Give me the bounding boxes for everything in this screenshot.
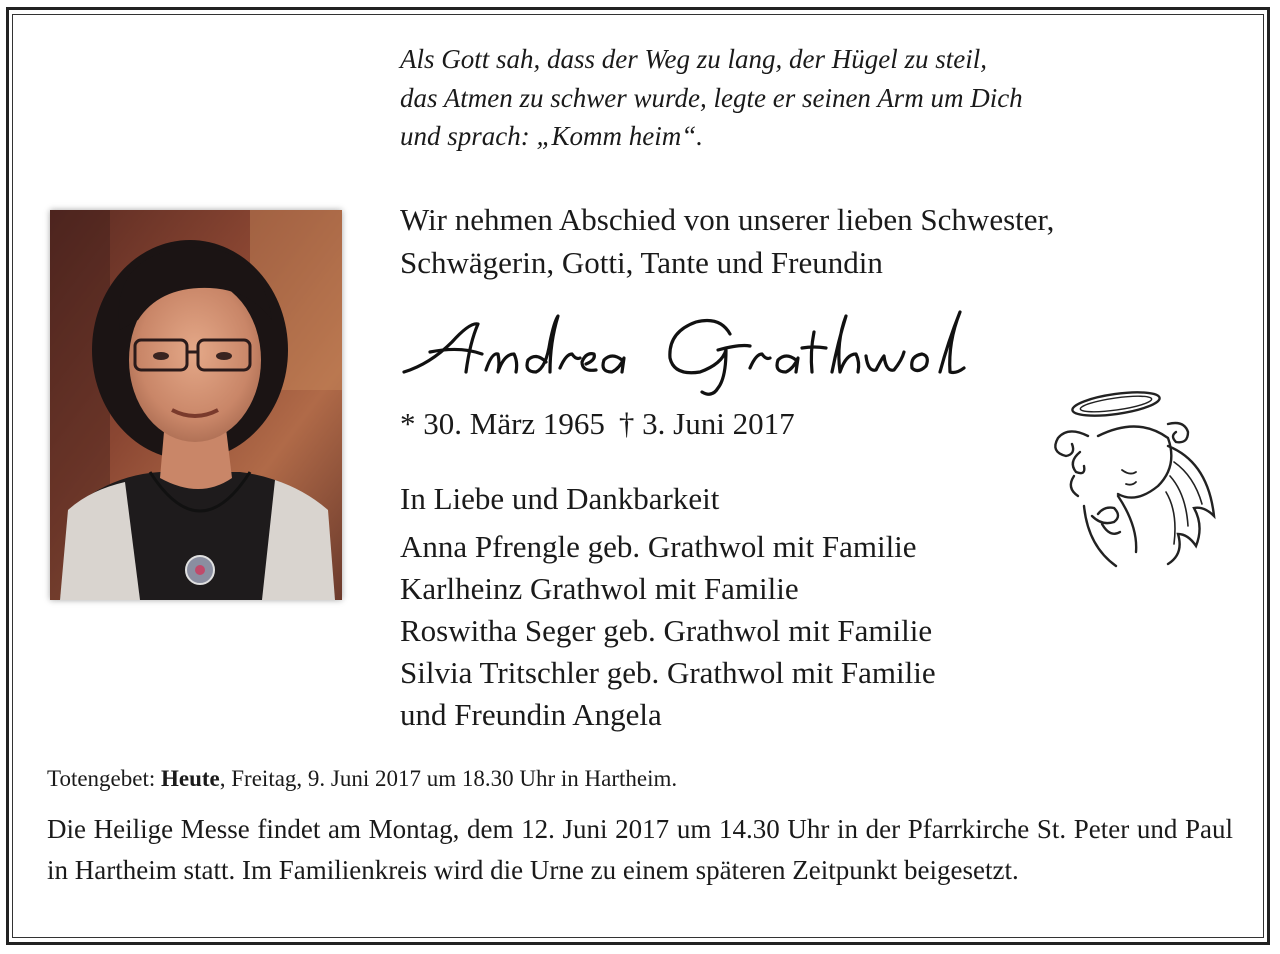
angel-illustration bbox=[1018, 376, 1228, 586]
mourner-name: Roswitha Seger geb. Grathwol mit Familie bbox=[400, 613, 933, 648]
mourners-list bbox=[400, 526, 936, 736]
prayer-details: , Freitag, 9. Juni 2017 um 18.30 Uhr in Hartheim. bbox=[219, 766, 678, 791]
mourners-block bbox=[400, 478, 936, 736]
intro-line: Wir nehmen Abschied von unserer lieben Schwester, bbox=[400, 202, 1055, 237]
mourner-name: und Freundin Angela bbox=[400, 697, 662, 732]
deceased-name-signature bbox=[400, 302, 1060, 402]
birth-date: * 30. März 1965 bbox=[400, 406, 605, 441]
death-date: † 3. Juni 2017 bbox=[618, 406, 795, 441]
prayer-label: Totengebet: bbox=[47, 766, 156, 791]
mourner-name: Anna Pfrengle geb. Grathwol mit Familie bbox=[400, 529, 917, 564]
mourner-name: Karlheinz Grathwol mit Familie bbox=[400, 571, 799, 606]
life-dates bbox=[400, 404, 795, 444]
mourners-lead: In Liebe und Dankbarkeit bbox=[400, 481, 720, 516]
prayer-highlight: Heute bbox=[161, 766, 220, 791]
portrait-photo bbox=[50, 210, 342, 600]
mass-notice: Die Heilige Messe findet am Montag, dem 12. Juni 2017 um 14.30 Uhr in der Pfarrkirche St. Peter und Paul in Hartheim statt. Im Familienkreis wird die Urne zu einem späteren Zeitpunkt beigesetzt. bbox=[47, 814, 1233, 885]
intro-line: Schwägerin, Gotti, Tante und Freundin bbox=[400, 245, 883, 280]
farewell-intro bbox=[400, 198, 1054, 284]
prayer-notice bbox=[47, 762, 677, 796]
memorial-quote bbox=[400, 40, 1200, 156]
quote-line: Als Gott sah, dass der Weg zu lang, der Hügel zu steil, bbox=[400, 44, 987, 74]
quote-line: und sprach: „Komm heim“. bbox=[400, 121, 704, 151]
quote-line: das Atmen zu schwer wurde, legte er seinen Arm um Dich bbox=[400, 82, 1023, 113]
mourner-name: Silvia Tritschler geb. Grathwol mit Familie bbox=[400, 655, 936, 690]
